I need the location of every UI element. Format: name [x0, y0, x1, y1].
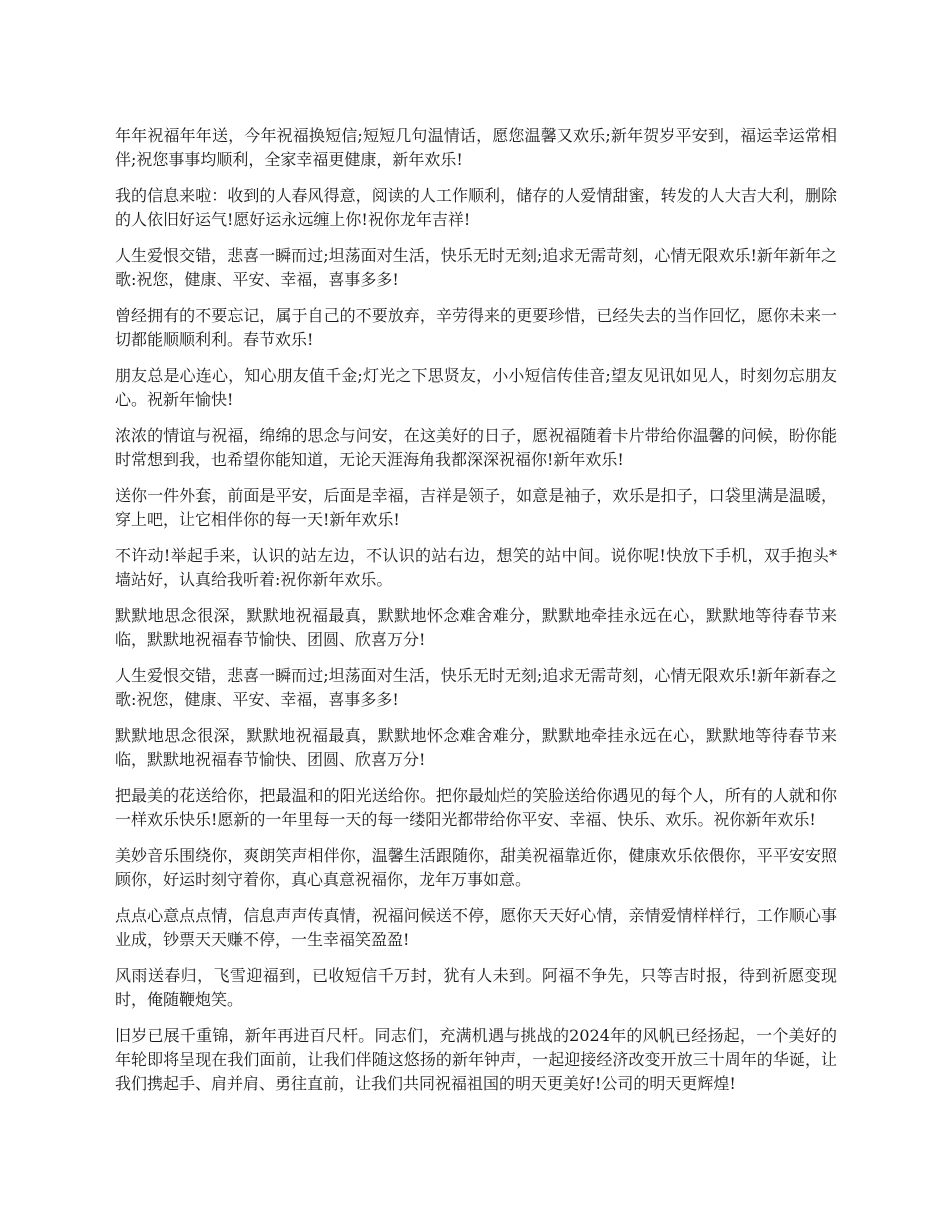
paragraph: 人生爱恨交错，悲喜一瞬而过;坦荡面对生活，快乐无时无刻;追求无需苛刻，心情无限欢乐!新年新年之歌:祝您，健康、平安、幸福，喜事多多! [115, 246, 837, 289]
paragraph: 曾经拥有的不要忘记，属于自己的不要放弃，辛劳得来的更要珍惜，已经失去的当作回忆，愿你未来一切都能顺顺利利。春节欢乐! [115, 306, 837, 349]
paragraph: 浓浓的情谊与祝福，绵绵的思念与问安，在这美好的日子，愿祝福随着卡片带给你温馨的问候，盼你能时常想到我，也希望你能知道，无论天涯海角我都深深祝福你!新年欢乐! [115, 426, 837, 469]
paragraph: 点点心意点点情，信息声声传真情，祝福问候送不停，愿你天天好心情，亲情爱情样样行，工作顺心事业成，钞票天天赚不停，一生幸福笑盈盈! [115, 906, 837, 949]
document-body [115, 124, 837, 1108]
paragraph: 不许动!举起手来，认识的站左边，不认识的站右边，想笑的站中间。说你呢!快放下手机，双手抱头*墙站好，认真给我听着:祝你新年欢乐。 [115, 546, 837, 589]
paragraph: 默默地思念很深，默默地祝福最真，默默地怀念难舍难分，默默地牵挂永远在心，默默地等待春节来临，默默地祝福春节愉快、团圆、欣喜万分! [115, 726, 837, 769]
paragraph: 我的信息来啦：收到的人春风得意，阅读的人工作顺利，储存的人爱情甜蜜，转发的人大吉大利，删除的人依旧好运气!愿好运永远缠上你!祝你龙年吉祥! [115, 186, 837, 229]
paragraph: 朋友总是心连心，知心朋友值千金;灯光之下思贤友，小小短信传佳音;望友见讯如见人，时刻勿忘朋友心。祝新年愉快! [115, 366, 837, 409]
paragraph: 人生爱恨交错，悲喜一瞬而过;坦荡面对生活，快乐无时无刻;追求无需苛刻，心情无限欢乐!新年新春之歌:祝您，健康、平安、幸福，喜事多多! [115, 666, 837, 709]
paragraph: 旧岁已展千重锦，新年再进百尺杆。同志们，充满机遇与挑战的2024年的风帆已经扬起，一个美好的年轮即将呈现在我们面前，让我们伴随这悠扬的新年钟声，一起迎接经济改变开放三十周年的华诞，让我们携起手、肩并肩、勇往直前，让我们共同祝福祖国的明天更美好!公司的明天更辉煌! [115, 1026, 837, 1093]
paragraph: 把最美的花送给你，把最温和的阳光送给你。把你最灿烂的笑脸送给你遇见的每个人，所有的人就和你一样欢乐快乐!愿新的一年里每一天的每一缕阳光都带给你平安、幸福、快乐、欢乐。祝你新年欢乐! [115, 786, 837, 829]
paragraph: 美妙音乐围绕你，爽朗笑声相伴你，温馨生活跟随你，甜美祝福靠近你，健康欢乐依偎你，平平安安照顾你，好运时刻守着你，真心真意祝福你，龙年万事如意。 [115, 846, 837, 889]
paragraph: 风雨送春归，飞雪迎福到，已收短信千万封，犹有人未到。阿福不争先，只等吉时报，待到祈愿变现时，俺随鞭炮笑。 [115, 966, 837, 1009]
paragraph: 年年祝福年年送，今年祝福换短信;短短几句温情话，愿您温馨又欢乐;新年贺岁平安到，福运幸运常相伴;祝您事事均顺利，全家幸福更健康，新年欢乐! [115, 126, 837, 169]
paragraph: 默默地思念很深，默默地祝福最真，默默地怀念难舍难分，默默地牵挂永远在心，默默地等待春节来临，默默地祝福春节愉快、团圆、欣喜万分! [115, 606, 837, 649]
paragraph: 送你一件外套，前面是平安，后面是幸福，吉祥是领子，如意是袖子，欢乐是扣子，口袋里满是温暖，穿上吧，让它相伴你的每一天!新年欢乐! [115, 486, 837, 529]
